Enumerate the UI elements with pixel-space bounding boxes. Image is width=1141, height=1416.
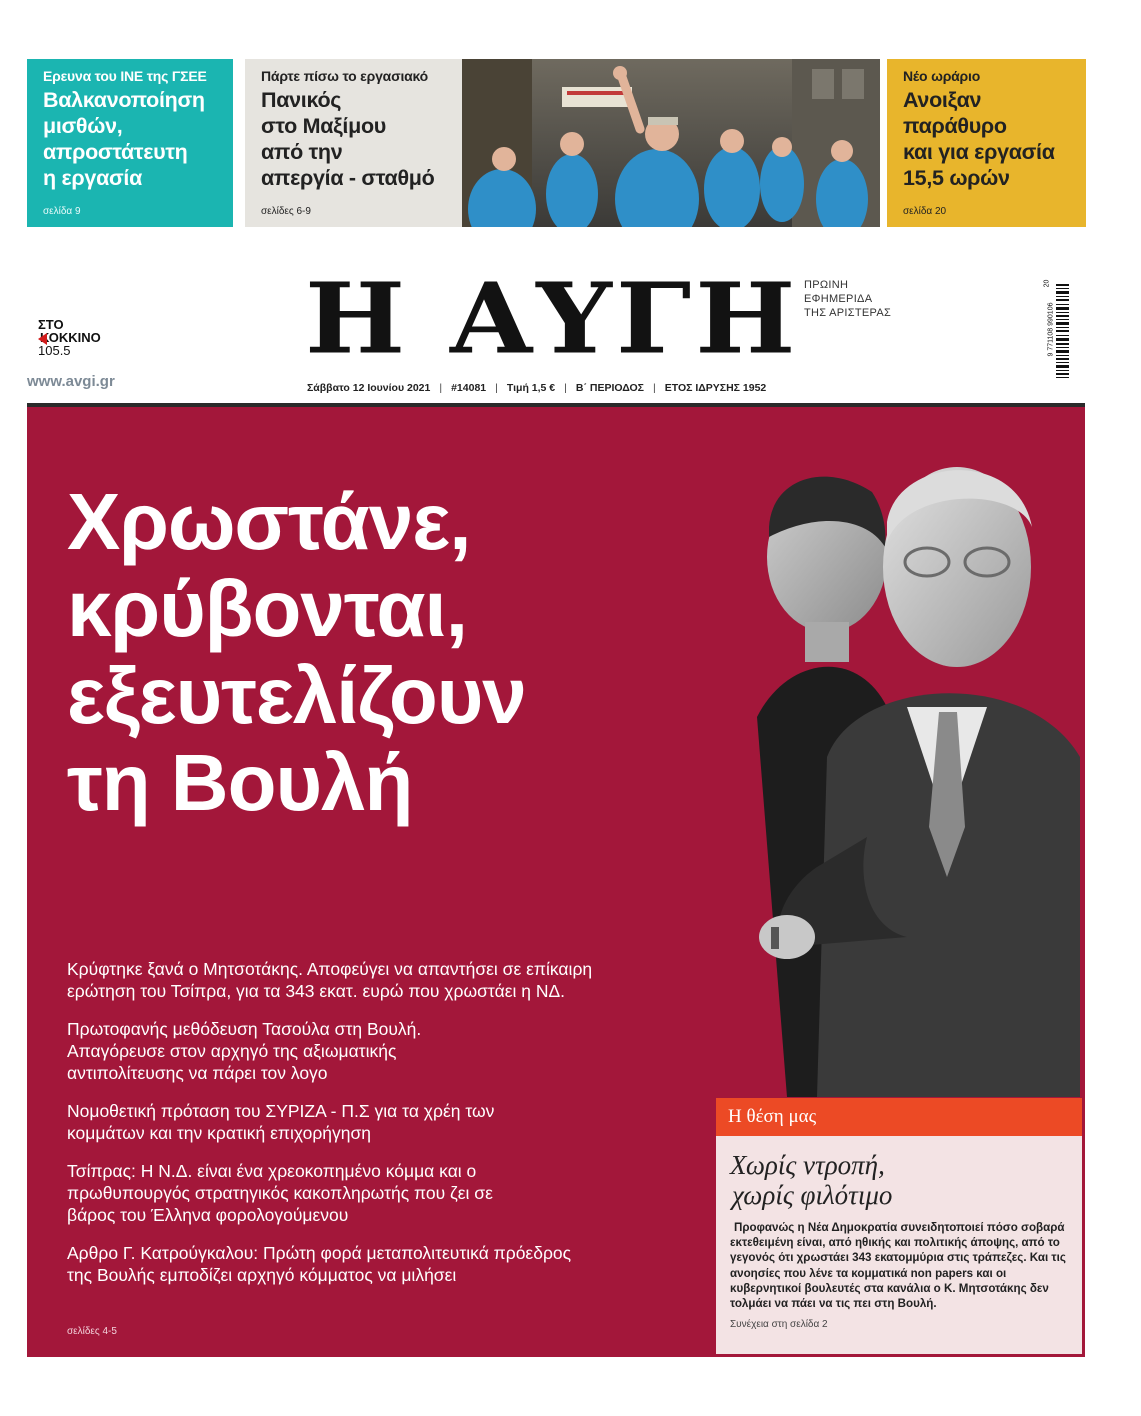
teaser-kicker: Ερευνα του ΙΝΕ της ΓΣΕΕ [43, 68, 207, 84]
strike-protest-photo [462, 59, 880, 227]
opinion-title: Χωρίς ντροπή, χωρίς φιλότιμο [730, 1150, 893, 1210]
lead-page-ref: σελίδες 4-5 [67, 1326, 117, 1337]
teaser-page-ref: σελίδες 6-9 [261, 206, 311, 217]
radio-logo: ΣΤΟ ΚΟΚΚΙΝΟ 105.5 [38, 317, 101, 358]
summary-item: Τσίπρας: Η Ν.Δ. είναι ένα χρεοκοπημένο κόμμα και ο πρωθυπουργός στρατηγικός κακοπληρωτής που ζει σε βάρος του Έλληνα φορολογούμενου [67, 1161, 493, 1225]
website-link[interactable]: www.avgi.gr [27, 373, 115, 390]
teaser-strike[interactable] [245, 59, 462, 227]
issue-price: Τιμή 1,5 € [506, 382, 556, 394]
issue-date: Σάββατο 12 Ιουνίου 2021 [307, 382, 431, 394]
barcode-number: 9 771108 990106 [1047, 302, 1055, 357]
teaser-kicker: Νέο ωράριο [903, 68, 981, 84]
red-triangle-icon [38, 333, 47, 345]
issue-number: #14081 [451, 382, 487, 394]
summary-item: Αρθρο Γ. Κατρούγκαλου: Πρώτη φορά μεταπολιτευτικά πρόεδρος της Βουλής εμποδίζει αρχηγό κόμματος να μιλήσει [67, 1243, 572, 1285]
founded-year: ΕΤΟΣ ΙΔΡΥΣΗΣ 1952 [664, 382, 767, 394]
teaser-page-ref: σελίδα 20 [903, 206, 947, 217]
teaser-page-ref: σελίδα 9 [43, 206, 81, 217]
summary-item: Νομοθετική πρόταση του ΣΥΡΙΖΑ - Π.Σ για τα χρέη των κομμάτων και την κρατική επιχορήγηση [67, 1101, 495, 1143]
teaser-working-hours[interactable] [887, 59, 1086, 227]
teaser-headline: Βαλκανοποίηση μισθών, απροστάτευτη η εργασία [43, 88, 205, 190]
opinion-box[interactable] [716, 1136, 1082, 1354]
opinion-text: Προφανώς η Νέα Δημοκρατία συνειδητοποιεί πόσο σοβαρά εκτεθειμένη είναι, από ηθικής και πολιτικής άποψης, από το γεγονός ότι χρωστάει 343 εκατομμύρια στις τράπεζες. Και τις ανοησίες που λένε τα κομματικά non papers και οι κυβερνητικοί βουλευτές στα κανάλια ο Κ. Μητσοτάκης δεν τολμάει να πάει να τις πει στη Βουλή. [730, 1221, 1066, 1311]
opinion-label: Η θέση μας [716, 1098, 1082, 1136]
barcode [1043, 279, 1069, 382]
summary-item: Πρωτοφανής μεθόδευση Τασούλα στη Βουλή. Απαγόρευσε στον αρχηγό της αξιωματικής αντιπολίτευσης να πάρει τον λογο [67, 1019, 422, 1083]
teaser-headline: Πανικός στο Μαξίμου από την απεργία - σταθμό [261, 88, 435, 190]
lead-summary [67, 958, 627, 1302]
teaser-kicker: Πάρτε πίσω το εργασιακό [261, 68, 429, 84]
newspaper-tagline: ΠΡΩΙΝΗ ΕΦΗΜΕΡΙΔΑ ΤΗΣ ΑΡΙΣΤΕΡΑΣ [804, 279, 892, 319]
summary-item: Κρύφτηκε ξανά ο Μητσοτάκης. Αποφεύγει να απαντήσει σε επίκαιρη ερώτηση του Τσίπρα, για τα 343 εκατ. ευρώ που χρωστάει η ΝΔ. [67, 959, 593, 1001]
teaser-wages[interactable] [27, 59, 233, 227]
issue-period: Β΄ ΠΕΡΙΟΔΟΣ [575, 382, 644, 394]
teaser-headline: Ανοιξαν παράθυρο και για εργασία 15,5 ωρών [903, 88, 1055, 190]
opinion-continued: Συνέχεια στη σελίδα 2 [730, 1319, 828, 1331]
newspaper-title: Η ΑΥΓΗ [305, 260, 800, 376]
lead-headline: Χρωστάνε, κρύβονται, εξευτελίζουν τη Βουλή [67, 477, 526, 827]
issue-info-bar: Σάββατο 12 Ιουνίου 2021 | #14081 | Τιμή 1,5 € | Β΄ ΠΕΡΙΟΔΟΣ | ΕΤΟΣ ΙΔΡΥΣΗΣ 1952 [307, 382, 767, 394]
barcode-addon: 20 [1043, 279, 1051, 288]
